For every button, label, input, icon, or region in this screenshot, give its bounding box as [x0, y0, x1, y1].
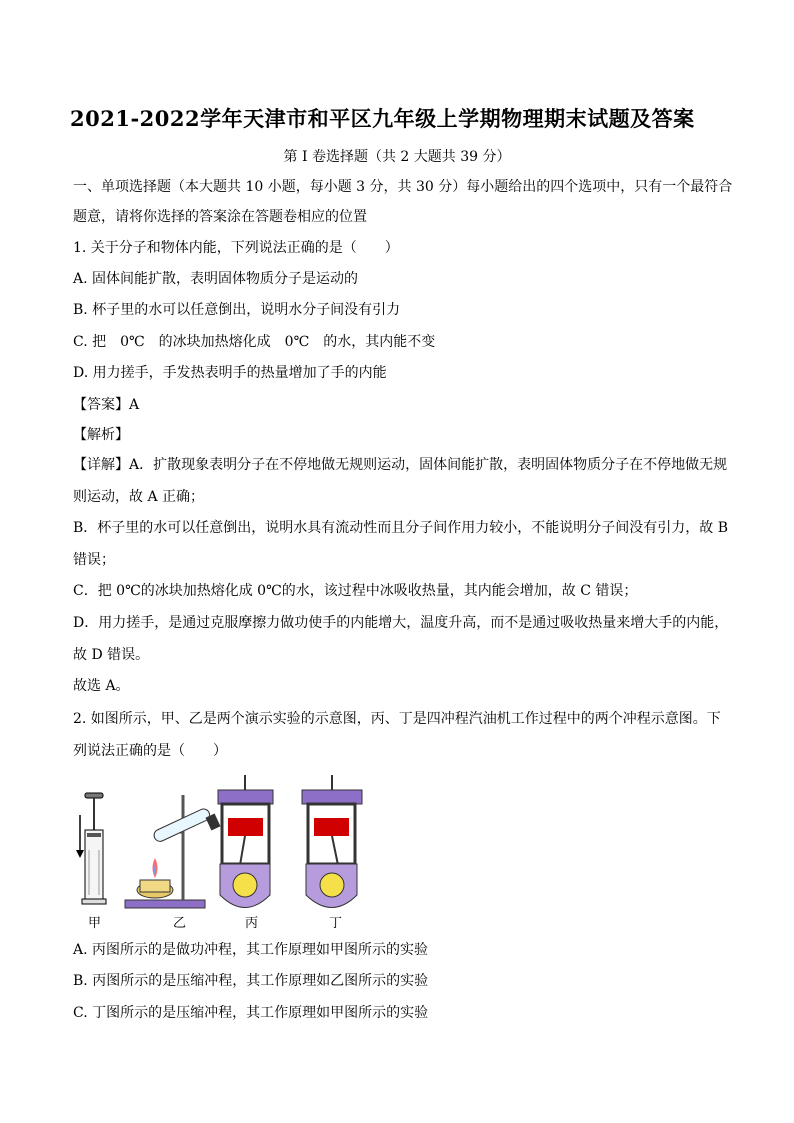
figure-label-ding: 丁 [329, 916, 343, 931]
question-1-option-c: C. 把 0℃ 的冰块加热熔化成 0℃ 的水，其内能不变 [73, 334, 436, 350]
question-1-option-a: A. 固体间能扩散，表明固体物质分子是运动的 [73, 271, 359, 287]
question-1-detail-line: 【详解】A．扩散现象表明分子在不停地做无规则运动，固体间能扩散，表明固体物质分子在不停地做无规 [73, 457, 728, 473]
question-2-stem-line-1: 2. 如图所示，甲、乙是两个演示实验的示意图，丙、丁是四冲程汽油机工作过程中的两个冲程示意图。下 [73, 711, 721, 727]
question-2-option-a: A. 丙图所示的是做功冲程，其工作原理如甲图所示的实验 [73, 942, 429, 958]
figure-label-jia: 甲 [88, 916, 102, 931]
engine-diagram-ding [302, 775, 362, 908]
section-subtitle: 第 Ⅰ 卷选择题（共 2 大题共 39 分） [283, 149, 511, 165]
question-2-option-c: C. 丁图所示的是压缩冲程，其工作原理如甲图所示的实验 [73, 1005, 429, 1021]
question-1-answer: 【答案】A [73, 397, 140, 413]
question-1-detail-line: B．杯子里的水可以任意倒出，说明水具有流动性而且分子间作用力较小，不能说明分子间没有引力，故 B [73, 520, 729, 536]
question-1-stem: 1. 关于分子和物体内能，下列说法正确的是（ ） [73, 240, 399, 256]
syringe-diagram [76, 793, 106, 904]
question-2-stem-line-2: 列说法正确的是（ ） [73, 743, 227, 759]
figure-label-yi: 乙 [173, 916, 187, 931]
question-1-detail-line: C．把 0℃的冰块加热熔化成 0℃的水，该过程中冰吸收热量，其内能会增加，故 C 错误； [73, 583, 638, 599]
section-intro-line-1: 一、单项选择题（本大题共 10 小题，每小题 3 分，共 30 分）每小题给出的四个选项中，只有一个最符合 [73, 179, 733, 195]
question-2-option-b: B. 丙图所示的是压缩冲程，其工作原理如乙图所示的实验 [73, 973, 429, 989]
figure-label-bing: 丙 [245, 916, 259, 931]
question-1-option-d: D. 用力搓手，手发热表明手的热量增加了手的内能 [73, 365, 387, 381]
question-1-detail-line: 故选 A。 [73, 678, 130, 694]
test-tube-stand-diagram [125, 795, 220, 908]
question-1-detail-line: D．用力搓手，是通过克服摩擦力做功使手的内能增大，温度升高，而不是通过吸收热量来增大手的内能， [73, 615, 729, 631]
question-1-analysis-label: 【解析】 [73, 427, 129, 443]
experiment-figure [70, 770, 390, 935]
question-1-option-b: B. 杯子里的水可以任意倒出，说明水分子间没有引力 [73, 302, 401, 318]
question-1-detail-line: 错误； [73, 552, 115, 568]
section-intro-line-2: 题意，请将你选择的答案涂在答题卷相应的位置 [73, 209, 367, 225]
question-1-detail-line: 故 D 错误。 [73, 647, 150, 663]
question-1-detail-line: 则运动，故 A 正确； [73, 489, 205, 505]
document-title: 2021-2022学年天津市和平区九年级上学期物理期末试题及答案 [70, 106, 695, 131]
engine-diagram-bing [218, 775, 273, 908]
